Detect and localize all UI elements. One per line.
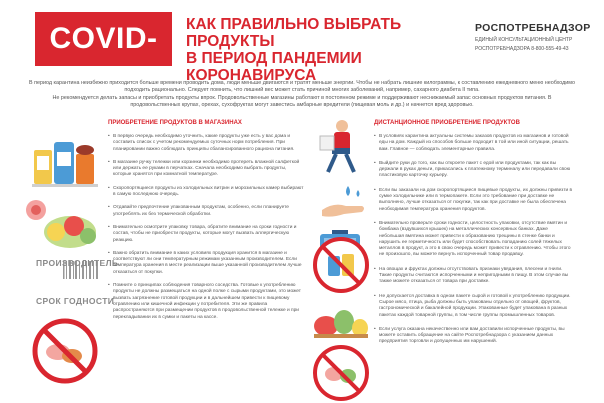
- stores-bullet-list: [108, 134, 304, 328]
- list-item: • Если вы заказали на дом скоропортящиеся пищевые продукты, их должны привезти в сумке холодильнике или в термопакете. Если это требование при доставке не выполнено, лучше отказаться от покупки, так как при доставке не была обеспечена необходимая температура хранения продуктов.: [374, 188, 574, 213]
- list-item: • Скоропортящиеся продукты из холодильных витрин и морозильных камер выбирают в самую последнюю очередь.: [108, 186, 304, 199]
- virus-and-produce-illustration: [22, 196, 104, 256]
- no-damaged-cans-icon: [312, 236, 370, 294]
- no-raw-and-cooked-together-icon: [32, 318, 98, 384]
- list-item: • Внимательно осмотрите упаковку товара, обратите внимание на сроки годности и состав, чтобы не приобрести продукты, которые могут вызвать аллергическую реакцию.: [108, 225, 304, 244]
- list-item: • Выйдите руки до того, как вы откроете пакет с едой или продуктами, так как вы держали в руках деньги, прикасались к платежному терминалу или передавали свою пластиковую карточку курьеру.: [374, 161, 574, 180]
- section-title-remote: ДИСТАНЦИОННОЕ ПРИОБРЕТЕНИЕ ПРОДУКТОВ: [374, 120, 520, 126]
- agency-name: РОСПОТРЕБНАДЗОР: [475, 22, 591, 34]
- page-title-line1: КАК ПРАВИЛЬНО ВЫБРАТЬ ПРОДУКТЫ: [186, 16, 402, 50]
- list-item: • Важно обратить внимание в каких условиях продукция хранится в магазине и соответствуют ли они температурным режимам указанным производителем. Если температура хранения в месте реализации выше указанной производителем лучше отказаться от покупки.: [108, 251, 304, 276]
- list-item: • В магазине ручку тележки или корзинки необходимо протереть влажной салфеткой или держать ее руками в перчатках. Сначала необходимо выбрать продукты, которые хранятся при комнатной температуре.: [108, 160, 304, 179]
- section-title-stores: ПРИОБРЕТЕНИЕ ПРОДУКТОВ В МАГАЗИНАХ: [108, 120, 242, 126]
- agency-line-2: РОСПОТРЕБНАДЗОРА 8-800-555-49-43: [475, 46, 569, 52]
- list-item: • Если услуга оказана некачественно или вам доставили испорченные продукты, вы можете оставить обращение на сайте Роспотребнадзора с указанием данных предприятия торговли и допущенных им нарушений.: [374, 327, 574, 346]
- list-item: • На овощах и фруктах должны отсутствовать признаки увядания, плесени и гнили. Такие продукты считаются испорченными и непригодными в пищу. В этом случае вы также можете отказаться от товара при доставке.: [374, 267, 574, 286]
- list-item: • В первую очередь необходимо уточнить, какие продукты уже есть у вас дома и составить список с учетом рекомендуемых суточных норм потребления. При планировании важно соблюдать принципы сбалансированного рациона питания.: [108, 134, 304, 153]
- list-item: • В условиях карантина актуальны системы заказов продуктов из магазинов и готовой еды на дом. Каждый из способов больше подходит в той или иной ситуации, решать вам. Главное — соблюдать элементарные правила.: [374, 134, 574, 153]
- page-title-line2: В ПЕРИОД ПАНДЕМИИ КОРОНАВИРУСА: [186, 50, 362, 84]
- delivery-courier-illustration: [312, 118, 368, 176]
- no-mixed-packaging-icon: [312, 344, 370, 402]
- remote-bullet-list: [374, 134, 574, 354]
- fresh-vegetables-illustration: [310, 296, 370, 342]
- list-item: • Не допускается доставка в одном пакете сырой и готовой к употреблению продукции. Сырое мясо, птица, рыба должны быть упакованы отдельно от овощей, фруктов, гастрономической и бакалейной продукции. Упакованные будет упакована в разных пакетах каждой товарной группы, в том числе группы промышленных товаров.: [374, 294, 574, 319]
- grocery-products-illustration: [30, 132, 102, 192]
- list-item: • Внимательно проверьте сроки годности, целостность упаковки, отсутствие вмятин и бомбажа (вздувшихся крышек) на металлических консервных банках. Даже небольшая вмятина может привести к образованию трещины в стенке банки и нарушить ее герметичность или будет способствовать попаданию солей тяжелых металлов в продукт, а это в свою очередь может привести к отравлению. Чтобы этого не произошло, вы можете вернуть испорченный товар продавцу.: [374, 221, 574, 259]
- list-item: • Помните о принципах соблюдения товарного соседства. Готовые к употреблению продукты не должны размещаться на одной полке с сырыми продуктами, это может вызвать загрязнение готовой продукции и в дальнейшем привести к пищевому отравлению или кишечной инфекции у потребителя. Эти же правила распространяются при размещении продуктов в продовольственной тележке и при перекладывании их в сумки и пакеты на кассе.: [108, 283, 304, 321]
- list-item: • Отдавайте предпочтение упакованным продуктам, особенно, если планируете употреблять их без термической обработки.: [108, 205, 304, 218]
- agency-block: [475, 22, 600, 52]
- covid-badge: COVID-19: [35, 12, 172, 66]
- intro-text: [28, 80, 576, 110]
- hand-washing-icon: [318, 180, 368, 222]
- intro-paragraph-1: В период карантина неизбежно приходится больше времени проводить дома, люди меньше двигаются и тратят меньше энергии. Чтобы не набрать лишние килограммы, к составлению ежедневного меню необходимо подходить рационально. Следует помнить, что лишний вес может стать причиной многих заболеваний, например, сахарного диабета II типа.: [29, 80, 575, 94]
- agency-line-1: ЕДИНЫЙ КОНСУЛЬТАЦИОННЫЙ ЦЕНТР: [475, 37, 573, 43]
- page-title: [186, 16, 456, 84]
- intro-paragraph-2: Не рекомендуется делать запасы и приобретать продукты впрок. Продовольственные магазины работают в постоянном режиме и поддерживают неснижаемый запас основных продуктов питания. В продовольственных крупах, орехах, сухофруктах могут завестись амбарные вредители (пищевая моль и др.) и начнется вред здоровью.: [52, 94, 552, 109]
- producer-label: ПРОИЗВОДИТЕЛЬ: [36, 258, 119, 268]
- shelf-life-label: СРОК ГОДНОСТИ: [36, 296, 115, 306]
